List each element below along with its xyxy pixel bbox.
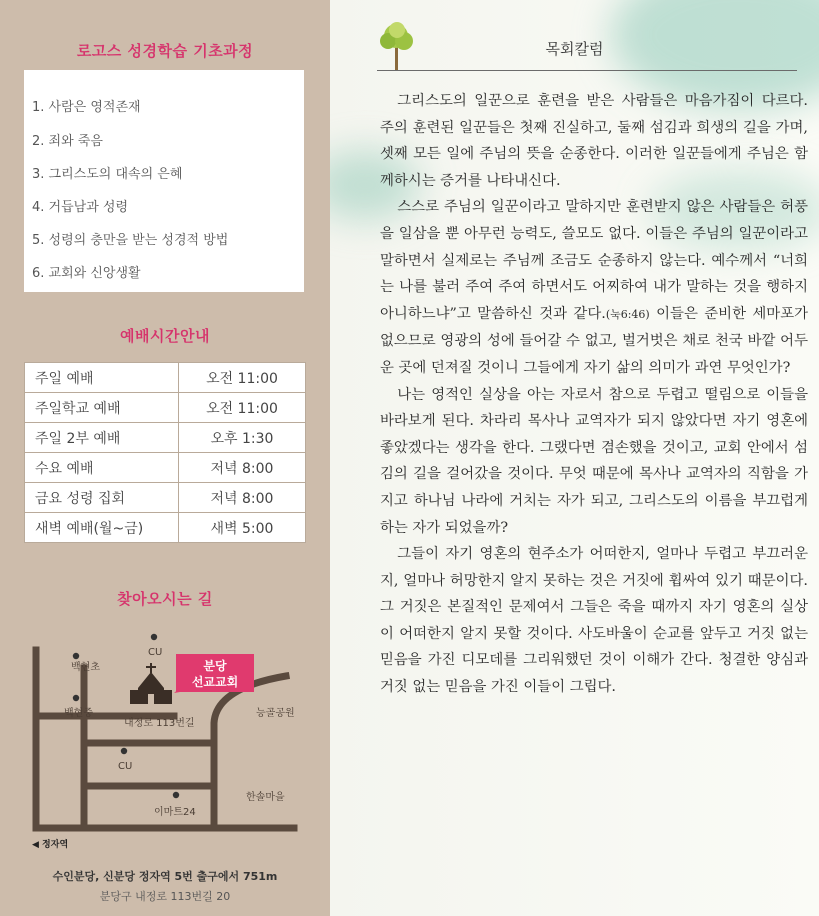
table-row [25,513,306,543]
service-time: 새벽 5:00 [179,513,306,543]
service-name: 수요 예배 [25,453,179,483]
column-paragraph: 나는 영적인 실상을 아는 자로서 참으로 두렵고 떨림으로 이들을 바라보게 된다. 차라리 목사나 교역자가 되지 않았다면 자기 영혼에 좋았겠다는 생각을 한다. 그랬다면 겸손했을 것이고, 교회 안에서 섬김의 길을 걸어갔을 것이다. 무엇 때문에 목사나 교역자의 직함을 가지고 하나님 나라에 거치는 자가 되고, 그리스도의 이름을 부끄럽게 하는 자가 되었을까? [380,386,808,536]
directions-title: 찾아오시는 길 [117,590,213,608]
course-item: 3. 그리스도의 대속의 은혜 [32,167,183,182]
service-time: 저녁 8:00 [179,483,306,513]
column-paragraph [380,194,808,381]
table-row [25,393,306,423]
map-label-park: 능골공원 [256,708,295,719]
column-body [380,88,808,701]
column-paragraph: 그들이 자기 영혼의 현주소가 어떠한지, 얼마나 두렵고 부끄러운지, 얼마나 허망한지 알지 못하는 것은 거짓에 휩싸여 있기 때문이다. 그 거짓은 본질적인 문제여서 그들은 죽을 때까지 자기 영혼의 실상이 어떠한지 알지 못할 것이다. 사도바울이 순교를 앞두고 거짓 없는 믿음을 가진 디모데를 그리워했던 것이 이해가 간다. 청결한 양심과 거짓 없는 믿음을 가진 이들이 그립다. [380,546,808,696]
column-text: 이들은 준비한 세마포가 없으므로 영광의 성에 들어갈 수 없고, 벌거벗은 채로 천국 바깥 어두운 곳에 던져질 것이니 그들에게 자기 삶의 의미가 과연 무엇인가? [380,305,808,376]
info-sidebar [0,0,330,916]
church-name-line1: 분당 [203,659,227,673]
map-label-road: 내정로 113번길 [124,718,195,729]
service-time: 오전 11:00 [179,363,306,393]
location-dot [73,653,79,659]
map-label-store: 이마트24 [154,807,196,818]
column-paragraph: 그리스도의 일꾼으로 훈련을 받은 사람들은 마음가짐이 다르다. 주의 훈련된 일꾼들은 첫째 진실하고, 둘째 섬김과 희생의 길을 가며, 셋째 모든 일에 주님의 뜻을 순종한다. 이러한 일꾼들에게 주님은 함께하시는 증거를 나타내신다. [380,93,808,189]
location-dot [151,634,157,640]
table-row [25,423,306,453]
location-dot [121,748,127,754]
service-name: 주일 2부 예배 [25,423,179,453]
worship-schedule-table [24,362,306,543]
table-row [25,453,306,483]
table-row [25,483,306,513]
location-dot [73,695,79,701]
service-time: 저녁 8:00 [179,453,306,483]
service-name: 새벽 예배(월~금) [25,513,179,543]
course-item: 1. 사람은 영적존재 [32,100,141,115]
worship-title: 예배시간안내 [120,327,210,345]
course-item: 6. 교회와 신앙생활 [32,266,141,281]
course-title: 로고스 성경학습 기초과정 [76,42,254,60]
map-label-cu: CU [118,761,133,772]
column-title: 목회칼럼 [545,40,604,58]
service-name: 주일 예배 [25,363,179,393]
service-time: 오후 1:30 [179,423,306,453]
service-name: 주일학교 예배 [25,393,179,423]
table-row [25,363,306,393]
course-item: 5. 성령의 충만을 받는 성경적 방법 [32,233,229,248]
map-label-school: 백현초 [71,662,100,673]
church-name-line2: 선교교회 [191,675,239,689]
scripture-reference: (눅6:46) [605,307,650,321]
map-label-station: ◀ 정자역 [32,840,69,850]
address-line2: 분당구 내정로 113번길 20 [99,890,231,903]
map-label-school: 백현중 [64,708,93,719]
pastoral-column [330,0,819,916]
service-name: 금요 성령 집회 [25,483,179,513]
location-map [24,628,306,850]
course-item: 2. 죄와 죽음 [32,134,103,149]
service-time: 오전 11:00 [179,393,306,423]
map-label-cu: CU [148,647,163,658]
map-label-village: 한솔마을 [246,792,285,803]
church-icon [130,663,172,704]
column-text: 스스로 주님의 일꾼이라고 말하지만 훈련받지 않은 사람들은 허풍을 일삼을 뿐 아무런 능력도, 쓸모도 없다. 이들은 주님의 일꾼이라고 말하면서 실제로는 주님께 조금도 순종하지 않는다. 예수께서 “너희는 나를 불러 주여 주여 하면서도 어찌하여 내가 말하는 것을 행하지 아니하느냐”고 말씀하신 것과 같다. [380,199,808,322]
course-item: 4. 거듭남과 성령 [32,200,129,215]
location-dot [173,792,179,798]
title-divider [377,70,797,71]
address-line1: 수인분당, 신분당 정자역 5번 출구에서 751m [52,870,278,883]
